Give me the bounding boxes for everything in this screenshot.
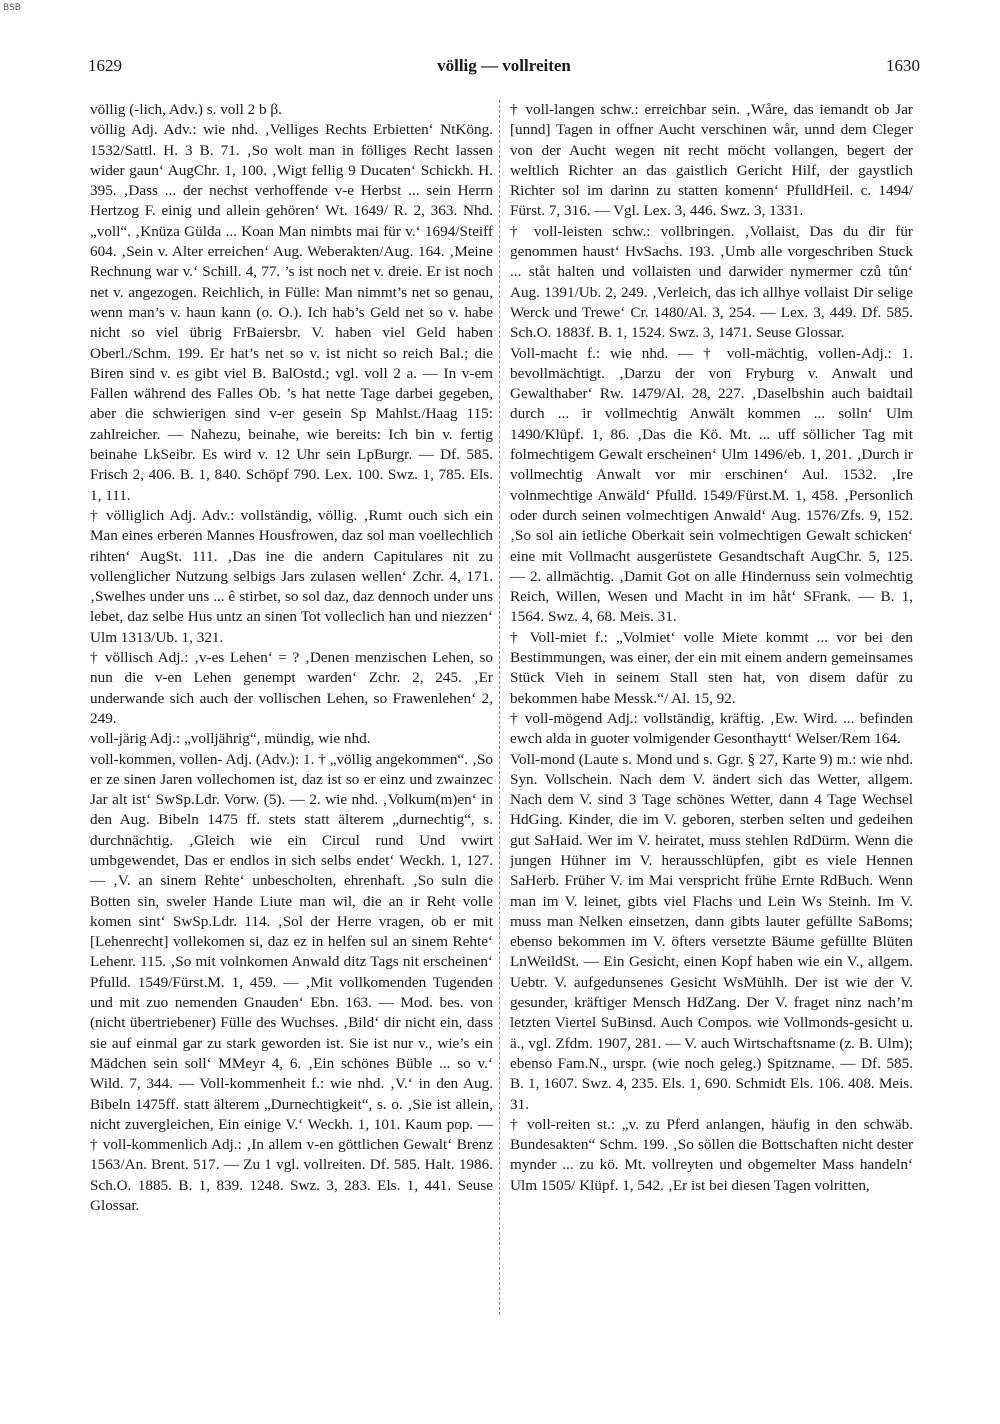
entry-voll-miet: † Voll-miet f.: „Volmiet‘ volle Miete kommt ... vor bei den Bestimmungen, was einer, der ein mit einem andern gemeinsames Stück Vieh in seinem Stall sten hat, von disem dafür zu bekommen habe Messk.“/ Al. 15, 92. xyxy=(510,628,913,707)
entry-voll-leisten: † voll-leisten schw.: vollbringen. ‚Vollaist, Das du dir für genommen haust‘ HvSachs. 193. ‚Umb alle vorgeschriben Stuck ... ståt halten und vollaisten und darwider nymermer czů tůn‘ Aug. 1391/Ub. 2, 249. ‚Verleich, das ich allhye vollaist Dir selige Werck und Trewe‘ Cr. 1480/Al. 3, 254. — Lex. 3, 449. Df. 585. Sch.O. 1883f. B. 1, 1524. Swz. 3, 1471. Seuse Glossar. xyxy=(510,222,913,342)
column-divider xyxy=(499,100,500,1315)
entry-voellisch: † völlisch Adj.: ‚v-es Lehen‘ = ? ‚Denen menzischen Lehen, so nun die v-en Lehen genempt warden‘ Zchr. 2, 245. ‚Er underwande sich auch der vollischen Lehen, so Frawenlehen‘ 2, 249. xyxy=(90,649,493,727)
page-header xyxy=(88,56,920,82)
library-stamp: BSB xyxy=(3,3,21,13)
entry-voll-jaerig: voll-järig Adj.: „volljährig“, mündig, wie nhd. xyxy=(90,730,371,748)
left-column xyxy=(90,100,493,1315)
entry-voll-mond: Voll-mond (Laute s. Mond und s. Ggr. § 27, Karte 9) m.: wie nhd. Syn. Vollschein. Nach dem V. ändert sich das Wetter, allgem. Nach dem V. sind 3 Tage schönes Wetter, dann 4 Tage Wechsel HdGing. Kinder, die im V. geboren, sterben selten und gedeihen gut SaHaid. Wer im V. heiratet, muss stehlen RdDürm. Wenn die jungen Hühner im V. herausschlüpfen, gibt es viele Hennen SaHerb. Früher V. im Mai verspricht frühe Ernte RdBuch. Wenn man im V. leinet, gibts viel Flachs und Lein Ws Steinh. Im V. muss man Nelken einsetzen, dann gibts lauter gefüllte SaBoms; ebenso bekommen im V. öfters versetzte Bäume gefüllte Blüten LnWeildSt. — Ein Gesicht, einen Kopf haben wie ein V., allgem. Uebtr. V. aufgedunsenes Gesicht WsMühlh. Der ist wie der V. gesunder, kräftiger Mensch HdZang. Der V. fraget ninz nach’m letzten Viertel SuBinsd. Auch Compos. wie Vollmonds-gesicht u. ä., vgl. Zfdm. 1907, 281. — V. auch Wirtschaftsname (z. B. Ulm); ebenso Fam.N., urspr. (wie noch geleg.) Spitzname. — Df. 585. B. 1, 1607. Swz. 4, 235. Els. 1, 690. Schmidt Els. 106. 408. Meis. 31. xyxy=(510,750,913,1113)
entry-voelliglich: † völliglich Adj. Adv.: vollständig, völlig. ‚Rumt ouch sich ein Man eines erberen Mannes Housfrowen, daz sol man voellechlich rihten‘ AugSt. 111. ‚Das ine die andern Capitulares nit zu vollenglicher Nutzung selbigs Jars zulasen wellen‘ Zchr. 4, 171. ‚Swelhes under uns ... ê stirbet, so sol daz, daz dennoch under uns lebet, daz selbe Hus untz an sinen Tot volleclich han und niezzen‘ Ulm 1313/Ub. 1, 321. xyxy=(90,506,493,646)
running-head: völlig — vollreiten xyxy=(437,56,571,75)
entry-voll-langen: † voll-langen schw.: erreichbar sein. ‚Wåre, das iemandt ob Jar [unnd] Tagen in offner Aucht verschinen wår, unnd dem Cleger von der Aucht wegen nit recht möcht vollangen, begert der weltlich Richter an das gaistlich Gericht Hilf, der gaystlich Richter sol im darinn zu statten komenn‘ PfulldHeil. c. 1494/ Fürst. 7, 316. — Vgl. Lex. 3, 446. Swz. 3, 1331. xyxy=(510,101,913,220)
entry-voll-moegend: † voll-mögend Adj.: vollständig, kräftig. ‚Ew. Wird. ... befinden ewch alda in guoter volmigender Gesonthaytt‘ Welser/Rem 164. xyxy=(510,709,913,748)
entry-voellig-adv: völlig (-lich, Adv.) s. voll 2 b β. xyxy=(90,101,282,118)
page-number-right: 1630 xyxy=(886,56,920,75)
page-number-left: 1629 xyxy=(88,56,122,75)
entry-voll-macht: Voll-macht f.: wie nhd. — † voll-mächtig, vollen-Adj.: 1. bevollmächtigt. ‚Darzu der von Fryburg v. Anwalt und Gewalthaber‘ Rw. 1479/Al. 28, 227. ‚Daselbshin auch baidtail durch ... ir vollmechtig Anwält kommen ... solln‘ Ulm 1490/Klüpf. 1, 86. ‚Das die Kö. Mt. ... uff söllicher Tag mit folmechtigem Gewalt erscheinen‘ Ulm 1496/eb. 1, 201. ‚Durch ir vollmechtig Anwalt vor mir erschinen‘ Aul. 1532. ‚Ire volnmechtige Anwäld‘ Pfulld. 1549/Fürst.M. 1, 458. ‚Personlich oder durch seinen volmechtigen Anwald‘ Aug. 1576/Zfs. 9, 152. ‚So sol ain ietliche Oberkait sein volmechtigen Gewalt schicken‘ eine mit Vollmacht ausgerüstete Gesandtschaft AugChr. 5, 125. — 2. allmächtig. ‚Damit Got on alle Hindernuss sein volmechtig Reich, Willen, Wesen und Macht in im håt‘ SFrank. — B. 1, 1564. Swz. 4, 68. Meis. 31. xyxy=(510,344,913,626)
entry-voll-kommen: voll-kommen, vollen- Adj. (Adv.): 1. † „völlig angekommen“. ‚So er ze sinen Jaren vollechomen ist, daz ist so er einz und zwainzec Jar alt ist‘ SwSp.Ldr. Vorw. (5). — 2. wie nhd. ‚Volkum(m)en‘ in den Aug. Bibeln 1475 ff. stets statt älterem „durnechtig“, s. durchnächtig. ‚Gleich wie ein Circul rund Und vwirt umbgewendet, Das er endlos in sich selbs endet‘ Weckh. 1, 127. — ‚V. an sinem Rehte‘ unbescholten, ehrenhaft. ‚So suln die Botten sin, sweler Hande Liute man wil, die an ir Reht volle komen sint‘ SwSp.Ldr. 114. ‚Sol der Herre vragen, ob er mit [Lehenrecht] vollekomen si, daz ez in helfen sul an sinem Rehte‘ Lehenr. 115. ‚So mit volnkomen Anwald ditz Tags nit erscheinen‘ Pfulld. 1549/Fürst.M. 1, 459. — ‚Mit vollkomenden Tugenden und mit zuo nemenden Gnauden‘ Ebn. 163. — Mod. bes. von (nicht übertriebener) Fülle des Wuchses. ‚Bild‘ dir nicht ein, dass sie auf einmal gar zu stark geworden ist. Sie ist nur v., wie’s ein Mädchen sein soll‘ MMeyr 4, 6. ‚Ein schönes Büble ... so v.‘ Wild. 7, 344. — Voll-kommenheit f.: wie nhd. ‚V.‘ in den Aug. Bibeln 1475ff. statt älterem „Durnechtigkeit“, s. o. ‚Sie ist allein, nicht zuvergleichen, Ein einige V.‘ Weckh. 1, 101. Kaum pop. — † voll-kommenlich Adj.: ‚In allem v-en göttlichen Gewalt‘ Brenz 1563/An. Brent. 517. — Zu 1 vgl. vollreiten. Df. 585. Halt. 1986. Sch.O. 1885. B. 1, 839. 1248. Swz. 3, 283. Els. 1, 441. Seuse Glossar. xyxy=(90,750,493,1215)
entry-voll-reiten: † voll-reiten st.: „v. zu Pferd anlangen, häufig in den schwäb. Bundesakten“ Schm. 199. ‚So söllen die Bottschaften nicht dester mynder ... zu kö. Mt. vollreyten und obgemelter Mass handeln‘ Ulm 1505/ Klüpf. 1, 542. ‚Er ist bei diesen Tagen volritten, xyxy=(510,1115,913,1194)
right-column xyxy=(510,100,913,1315)
entry-voellig: völlig Adj. Adv.: wie nhd. ‚Velliges Rechts Erbietten‘ NtKöng. 1532/Sattl. H. 3 B. 71. ‚So wolt man in fölliges Recht lassen wider gaun‘ AugChr. 1, 100. ‚Wigt fellig 9 Ducaten‘ Schickh. H. 395. ‚Dass ... der nechst verhoffende v-e Herbst ... sein Herrn Hertzog F. einig und allein gehören‘ Wt. 1649/ R. 2, 363. Nhd. „voll“. ‚Knüza Gülda ... Koan Man nimbts mai für v.‘ 1694/Steiff 604. ‚Sein v. Alter erreichen‘ Aug. Weberakten/Aug. 164. ‚Meine Rechnung war v.‘ Schill. 4, 77. ’s ist noch net v. dreie. Er ist noch net v. angezogen. Reichlich, in Fülle: Man nimmt’s net so genau, wenn man’s v. haun kann (o. O.). Ich hab’s Geld net so v. habe nicht so viel übrig FrBaiersbr. V. haben viel Geld haben Oberl./Schm. 199. Er hat’s net so v. ist nicht so reich Bal.; die Biren sind v. es gibt viel B. BalOstd.; vgl. voll 2 a. — In v-em Fallen während des Falles Ob. ’s hat nette Tage darbei gegeben, aber die schwierigen sind v-er gesein Sp Mahlst./Haag 115: zahlreicher. — Nahezu, beinahe, wie bereits: Ich bin v. fertig beinahe LkSeibr. Es wird v. 12 Uhr sein LpBurgr. — Df. 585. Frisch 2, 406. B. 1, 840. Schöpf 790. Lex. 100. Swz. 1, 785. Els. 1, 111. xyxy=(90,121,493,504)
